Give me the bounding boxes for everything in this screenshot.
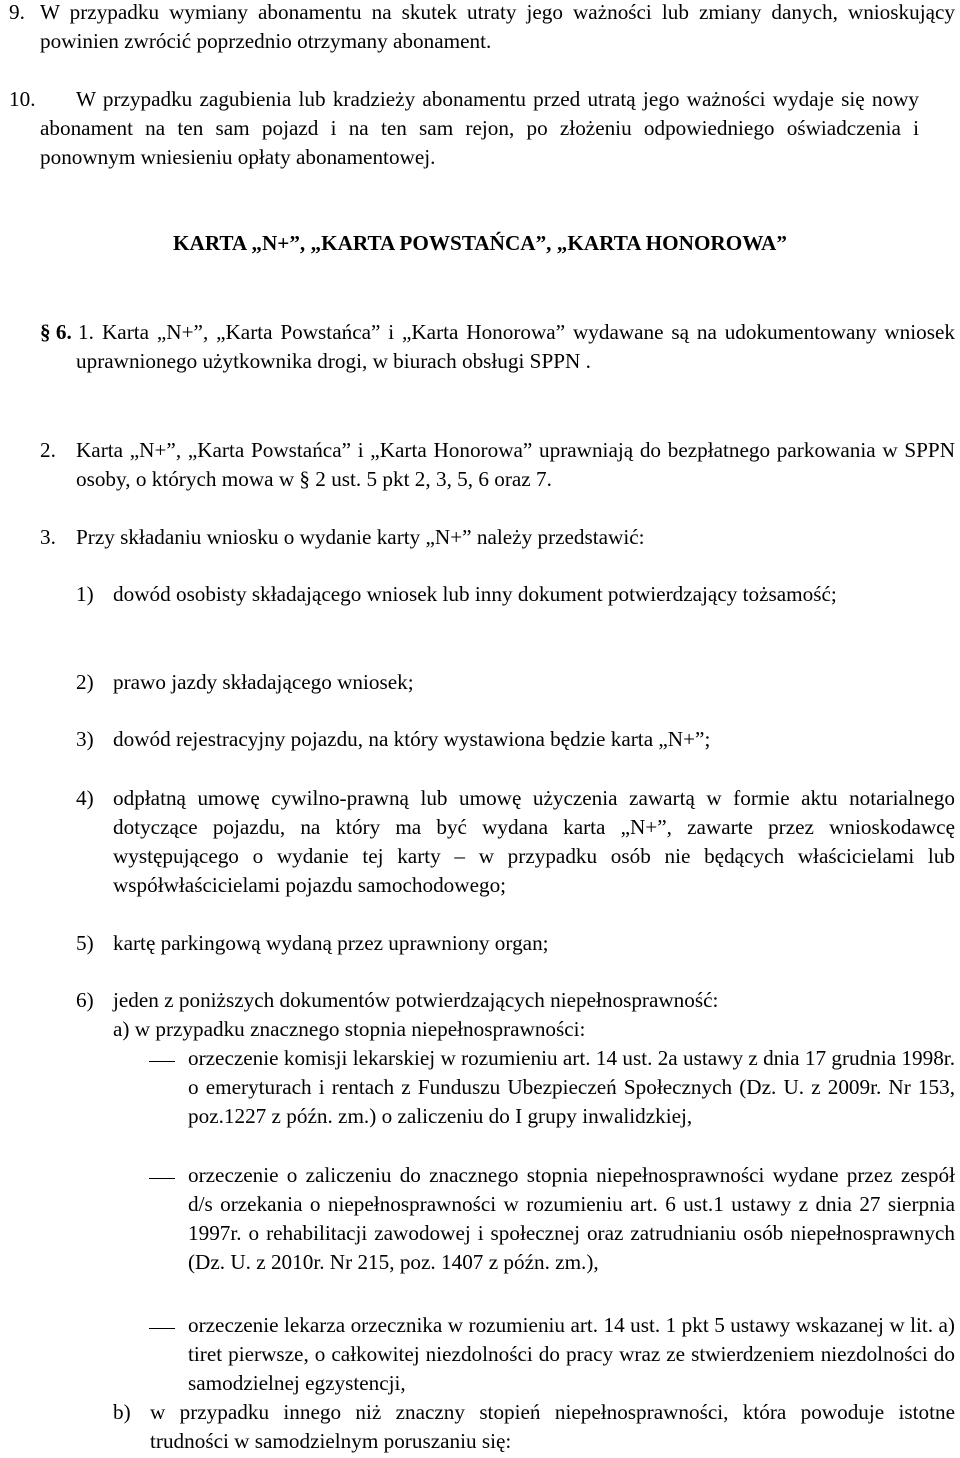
item-2-text: prawo jazdy składającego wniosek; (113, 670, 414, 694)
item-3-text: dowód rejestracyjny pojazdu, na który wystawiona będzie karta „N+”; (113, 727, 711, 751)
dash-bullet-icon (149, 1178, 175, 1179)
section-heading: KARTA „N+”, „KARTA POWSTAŃCA”, „KARTA HONOROWA” (173, 231, 787, 255)
sub-item-b-text: w przypadku innego niż znaczny stopień niepełnosprawności, która powoduje istotne trudności w samodzielnym poruszaniu się: (150, 1400, 955, 1453)
paragraph-number: 1. (78, 320, 94, 344)
section-6-point-3: Przy składaniu wniosku o wydanie karty „N+” należy przedstawić: (76, 525, 645, 549)
item-number: 3) (76, 727, 94, 751)
dash-bullet-icon (149, 1061, 175, 1062)
paragraph-9-text: W przypadku wymiany abonamentu na skutek utraty jego ważności lub zmiany danych, wnioskujący powinien zwrócić poprzednio otrzymany abonament. (40, 0, 955, 53)
sub-a-dash-2: orzeczenie o zaliczeniu do znacznego stopnia niepełnosprawności wydane przez zespół d/s orzekania o niepełnosprawności w rozumieniu art. 6 ust.1 ustawy z dnia 27 sierpnia 1997r. o rehabilitacji zawodowej i społecznej oraz zatrudnianiu osób niepełnosprawnych (Dz. U. z 2010r. Nr 215, poz. 1407 z późn. zm.), (188, 1163, 955, 1274)
sub-a-dash-3: orzeczenie lekarza orzecznika w rozumieniu art. 14 ust. 1 pkt 5 ustawy wskazanej w lit. a) tiret pierwsze, o całkowitej niezdolności do pracy wraz ze stwierdzeniem niezdolności do samodzielnej egzystencji, (188, 1313, 955, 1395)
paragraph-number: 2. (40, 438, 56, 462)
item-6-text: jeden z poniższych dokumentów potwierdzających niepełnosprawność: (113, 988, 719, 1012)
sub-item-a-label: a) w przypadku znacznego stopnia niepełnosprawności: (113, 1017, 586, 1041)
section-6-point-2: Karta „N+”, „Karta Powstańca” i „Karta Honorowa” uprawniają do bezpłatnego parkowania w SPPN osoby, o których mowa w § 2 ust. 5 pkt 2, 3, 5, 6 oraz 7. (76, 438, 955, 491)
item-5-text: kartę parkingową wydaną przez uprawniony organ; (113, 931, 549, 955)
point-1-text: Karta „N+”, „Karta Powstańca” i „Karta Honorowa” wydawane są na udokumentowany wniosek uprawnionego użytkownika drogi, w biurach obsługi SPPN . (76, 320, 955, 373)
item-4-text: odpłatną umowę cywilno-prawną lub umowę użyczenia zawartą w formie aktu notarialnego dotyczące pojazdu, na który ma być wydana karta „N+”, zawarte przez wnioskodawcę występującego o wydanie tej karty – w przypadku osób nie będących właścicielami lub współwłaścicielami pojazdu samochodowego; (113, 786, 955, 897)
item-number: 2) (76, 670, 94, 694)
item-number: 1) (76, 582, 94, 606)
dash-bullet-icon (149, 1328, 175, 1329)
section-symbol: § 6. (40, 320, 72, 344)
paragraph-number: 3. (40, 525, 56, 549)
sub-a-dash-1: orzeczenie komisji lekarskiej w rozumieniu art. 14 ust. 2a ustawy z dnia 17 grudnia 1998r. o emeryturach i rentach z Funduszu Ubezpieczeń Społecznych (Dz. U. z 2009r. Nr 153, poz.1227 z późn. zm.) o zaliczeniu do I grupy inwalidzkiej, (188, 1046, 955, 1128)
section-6-point-1 (76, 318, 955, 376)
item-number: 4) (76, 786, 94, 810)
item-number: 5) (76, 931, 94, 955)
sub-item-b-label: b) (113, 1400, 131, 1424)
paragraph-10-text: W przypadku zagubienia lub kradzieży abonamentu przed utratą jego ważności wydaje się nowy abonament na ten sam pojazd i na ten sam rejon, po złożeniu odpowiedniego oświadczenia i ponownym wniesieniu opłaty abonamentowej. (40, 87, 919, 169)
item-number: 6) (76, 988, 94, 1012)
paragraph-number: 10. (9, 87, 36, 111)
item-1-text: dowód osobisty składającego wniosek lub inny dokument potwierdzający tożsamość; (113, 582, 837, 606)
paragraph-number: 9. (9, 0, 25, 24)
